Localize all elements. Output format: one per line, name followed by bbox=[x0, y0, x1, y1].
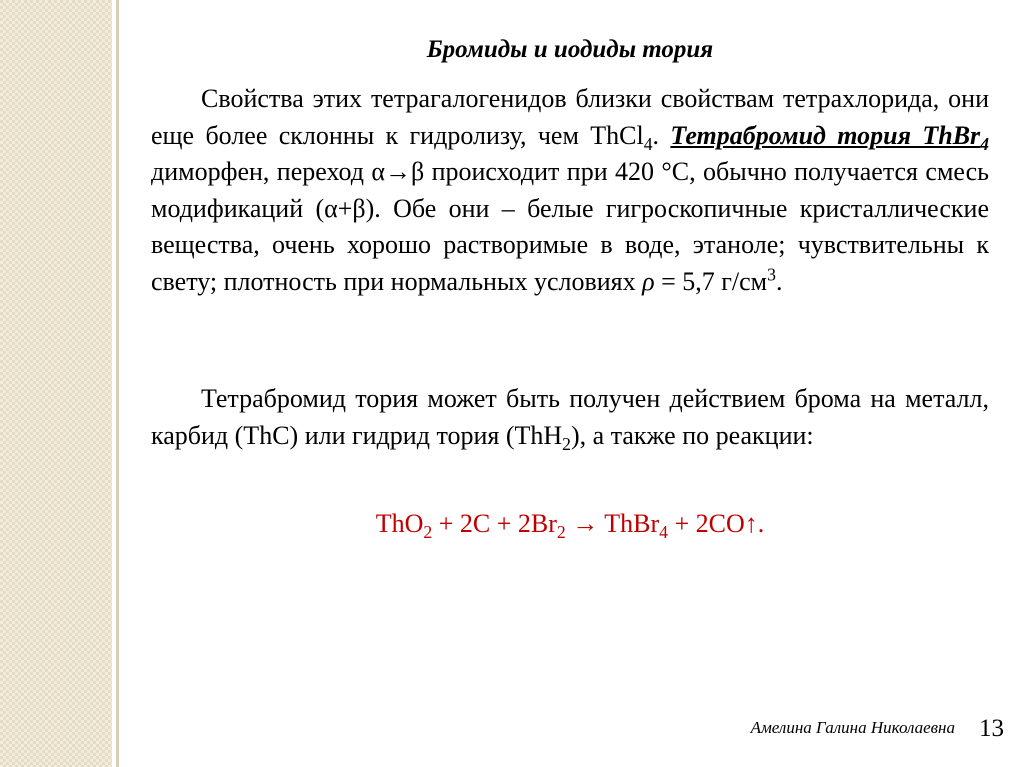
term-thorium-tetrabromide bbox=[670, 120, 990, 154]
subscript: 4 bbox=[980, 133, 990, 154]
footer-author: Амелина Галина Николаевна bbox=[750, 718, 955, 737]
equation-text: ThO bbox=[375, 509, 424, 538]
term-text: Тетрабромид тория ThBr bbox=[670, 120, 981, 150]
density-symbol: ρ bbox=[642, 266, 655, 296]
equation-text: + 2CO↑. bbox=[668, 509, 765, 538]
slide-title: Бромиды и иодиды тория bbox=[426, 36, 714, 63]
paragraph-text: диморфен, переход α→β происходит при 420 °C, обычно получается смесь модификаций (α+β). Обе они – белые гигроскопичные кристаллические вещества, очень хорошо растворимые в воде, этаноле; чувствительны к свету; плотность при нормальных условиях bbox=[151, 157, 989, 296]
paragraph-text: Свойства этих тетрагалогенидов близки свойствам тетрахлорида, они еще более склонны к гидролизу, чем ThCl bbox=[151, 84, 989, 150]
subscript: 2 bbox=[556, 522, 566, 543]
subscript: 2 bbox=[562, 433, 571, 454]
paragraph-text: = 5,7 г/см bbox=[654, 266, 768, 296]
paragraph-text: ), а также по реакции: bbox=[571, 420, 814, 450]
paragraph-synthesis bbox=[151, 381, 989, 454]
equation-text: → ThBr bbox=[565, 509, 660, 538]
paragraph-properties bbox=[151, 81, 989, 301]
paragraph-text: . bbox=[652, 120, 660, 150]
subscript: 4 bbox=[659, 522, 668, 543]
paragraph-text: Тетрабромид тория может быть получен действием брома на металл, карбид (ThC) или гидрид тория (ThH bbox=[151, 384, 989, 450]
reaction-equation bbox=[151, 506, 989, 542]
subscript: 4 bbox=[643, 133, 653, 154]
decorative-side-band bbox=[0, 0, 112, 767]
equation-text: + 2C + 2Br bbox=[432, 509, 557, 538]
decorative-side-rule bbox=[116, 0, 119, 767]
paragraph-text: . bbox=[775, 266, 783, 296]
subscript: 2 bbox=[423, 522, 433, 543]
superscript: 3 bbox=[767, 264, 776, 285]
page-number: 13 bbox=[979, 715, 1004, 742]
